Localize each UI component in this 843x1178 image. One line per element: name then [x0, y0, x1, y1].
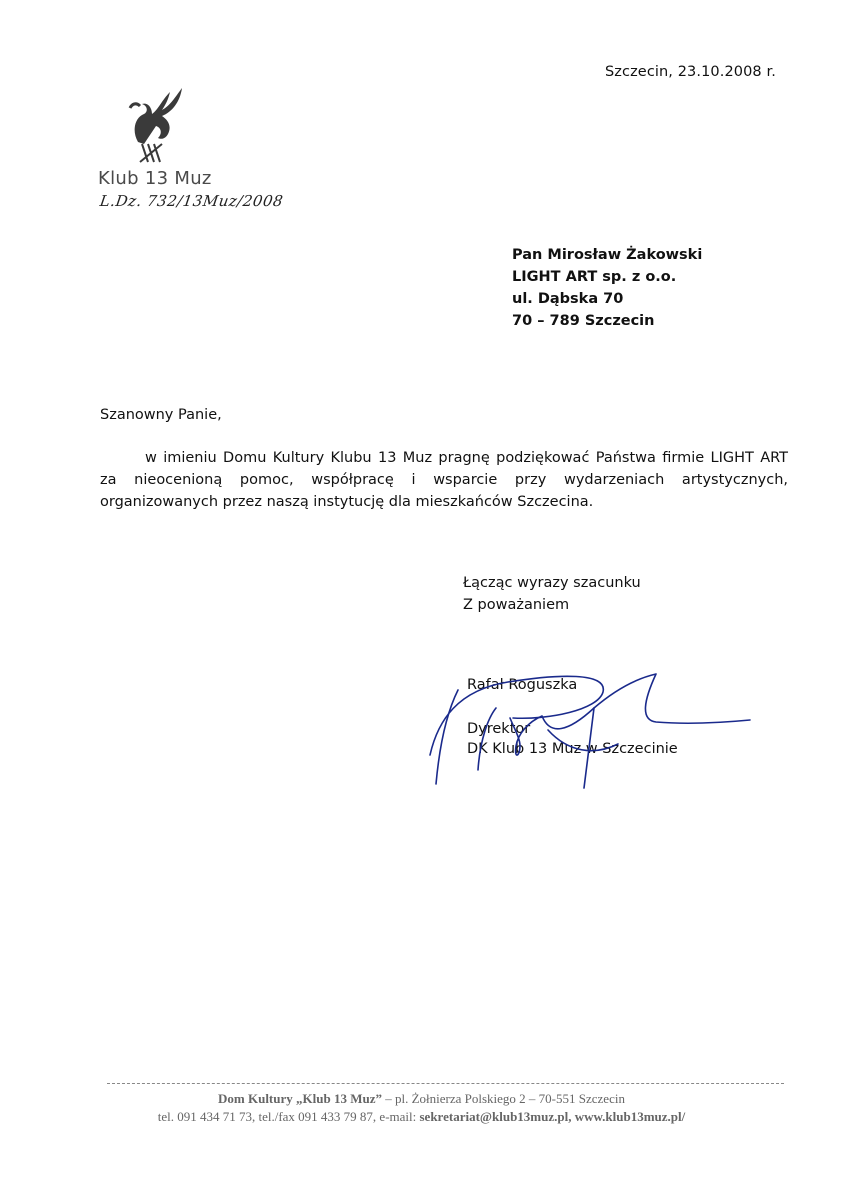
recipient-company: LIGHT ART sp. z o.o. [512, 269, 677, 285]
closing [463, 572, 641, 616]
footer-org-address: – pl. Żołnierza Polskiego 2 – 70-551 Szczecin [381, 1091, 625, 1106]
footer-contact-phones: tel. 091 434 71 73, tel./fax 091 433 79 87, e-mail: [157, 1109, 420, 1124]
signatory-institution: DK Klub 13 Muz w Szczecinie [467, 741, 678, 757]
signatory-name: Rafał Roguszka [467, 677, 578, 693]
pegasus-logo-icon [118, 82, 188, 164]
closing-line-1: Łącząc wyrazy szacunku [463, 575, 641, 591]
closing-line-2: Z poważaniem [463, 597, 570, 613]
letter-date: Szczecin, 23.10.2008 r. [605, 64, 776, 80]
footer-contact [0, 1109, 843, 1125]
signatory-title: Dyrektor [467, 721, 531, 737]
handwritten-signature-icon [418, 660, 758, 790]
footer-org-name: Dom Kultury „Klub 13 Muz” [218, 1091, 382, 1106]
recipient-street: ul. Dąbska 70 [512, 291, 624, 307]
letter-body [100, 447, 788, 513]
letter-body-text: w imieniu Domu Kultury Klubu 13 Muz pragnę podziękować Państwa firmie LIGHT ART za nieocenioną pomoc, współpracę i wsparcie przy wydarzeniach artystycznych, organizowanych przez naszą instytucję dla mieszkańców Szczecina. [100, 450, 788, 510]
recipient-name: Pan Mirosław Żakowski [512, 247, 703, 263]
greeting: Szanowny Panie, [100, 407, 222, 423]
logo-text: Klub 13 Muz [98, 168, 212, 189]
footer-contact-links: sekretariat@klub13muz.pl, www.klub13muz.pl/ [419, 1109, 686, 1124]
registration-number: L.Dz. 732/13Muz/2008 [98, 192, 285, 210]
recipient-address [512, 244, 702, 332]
footer-organization [0, 1091, 843, 1107]
recipient-city: 70 – 789 Szczecin [512, 313, 655, 329]
footer-divider [107, 1083, 784, 1084]
